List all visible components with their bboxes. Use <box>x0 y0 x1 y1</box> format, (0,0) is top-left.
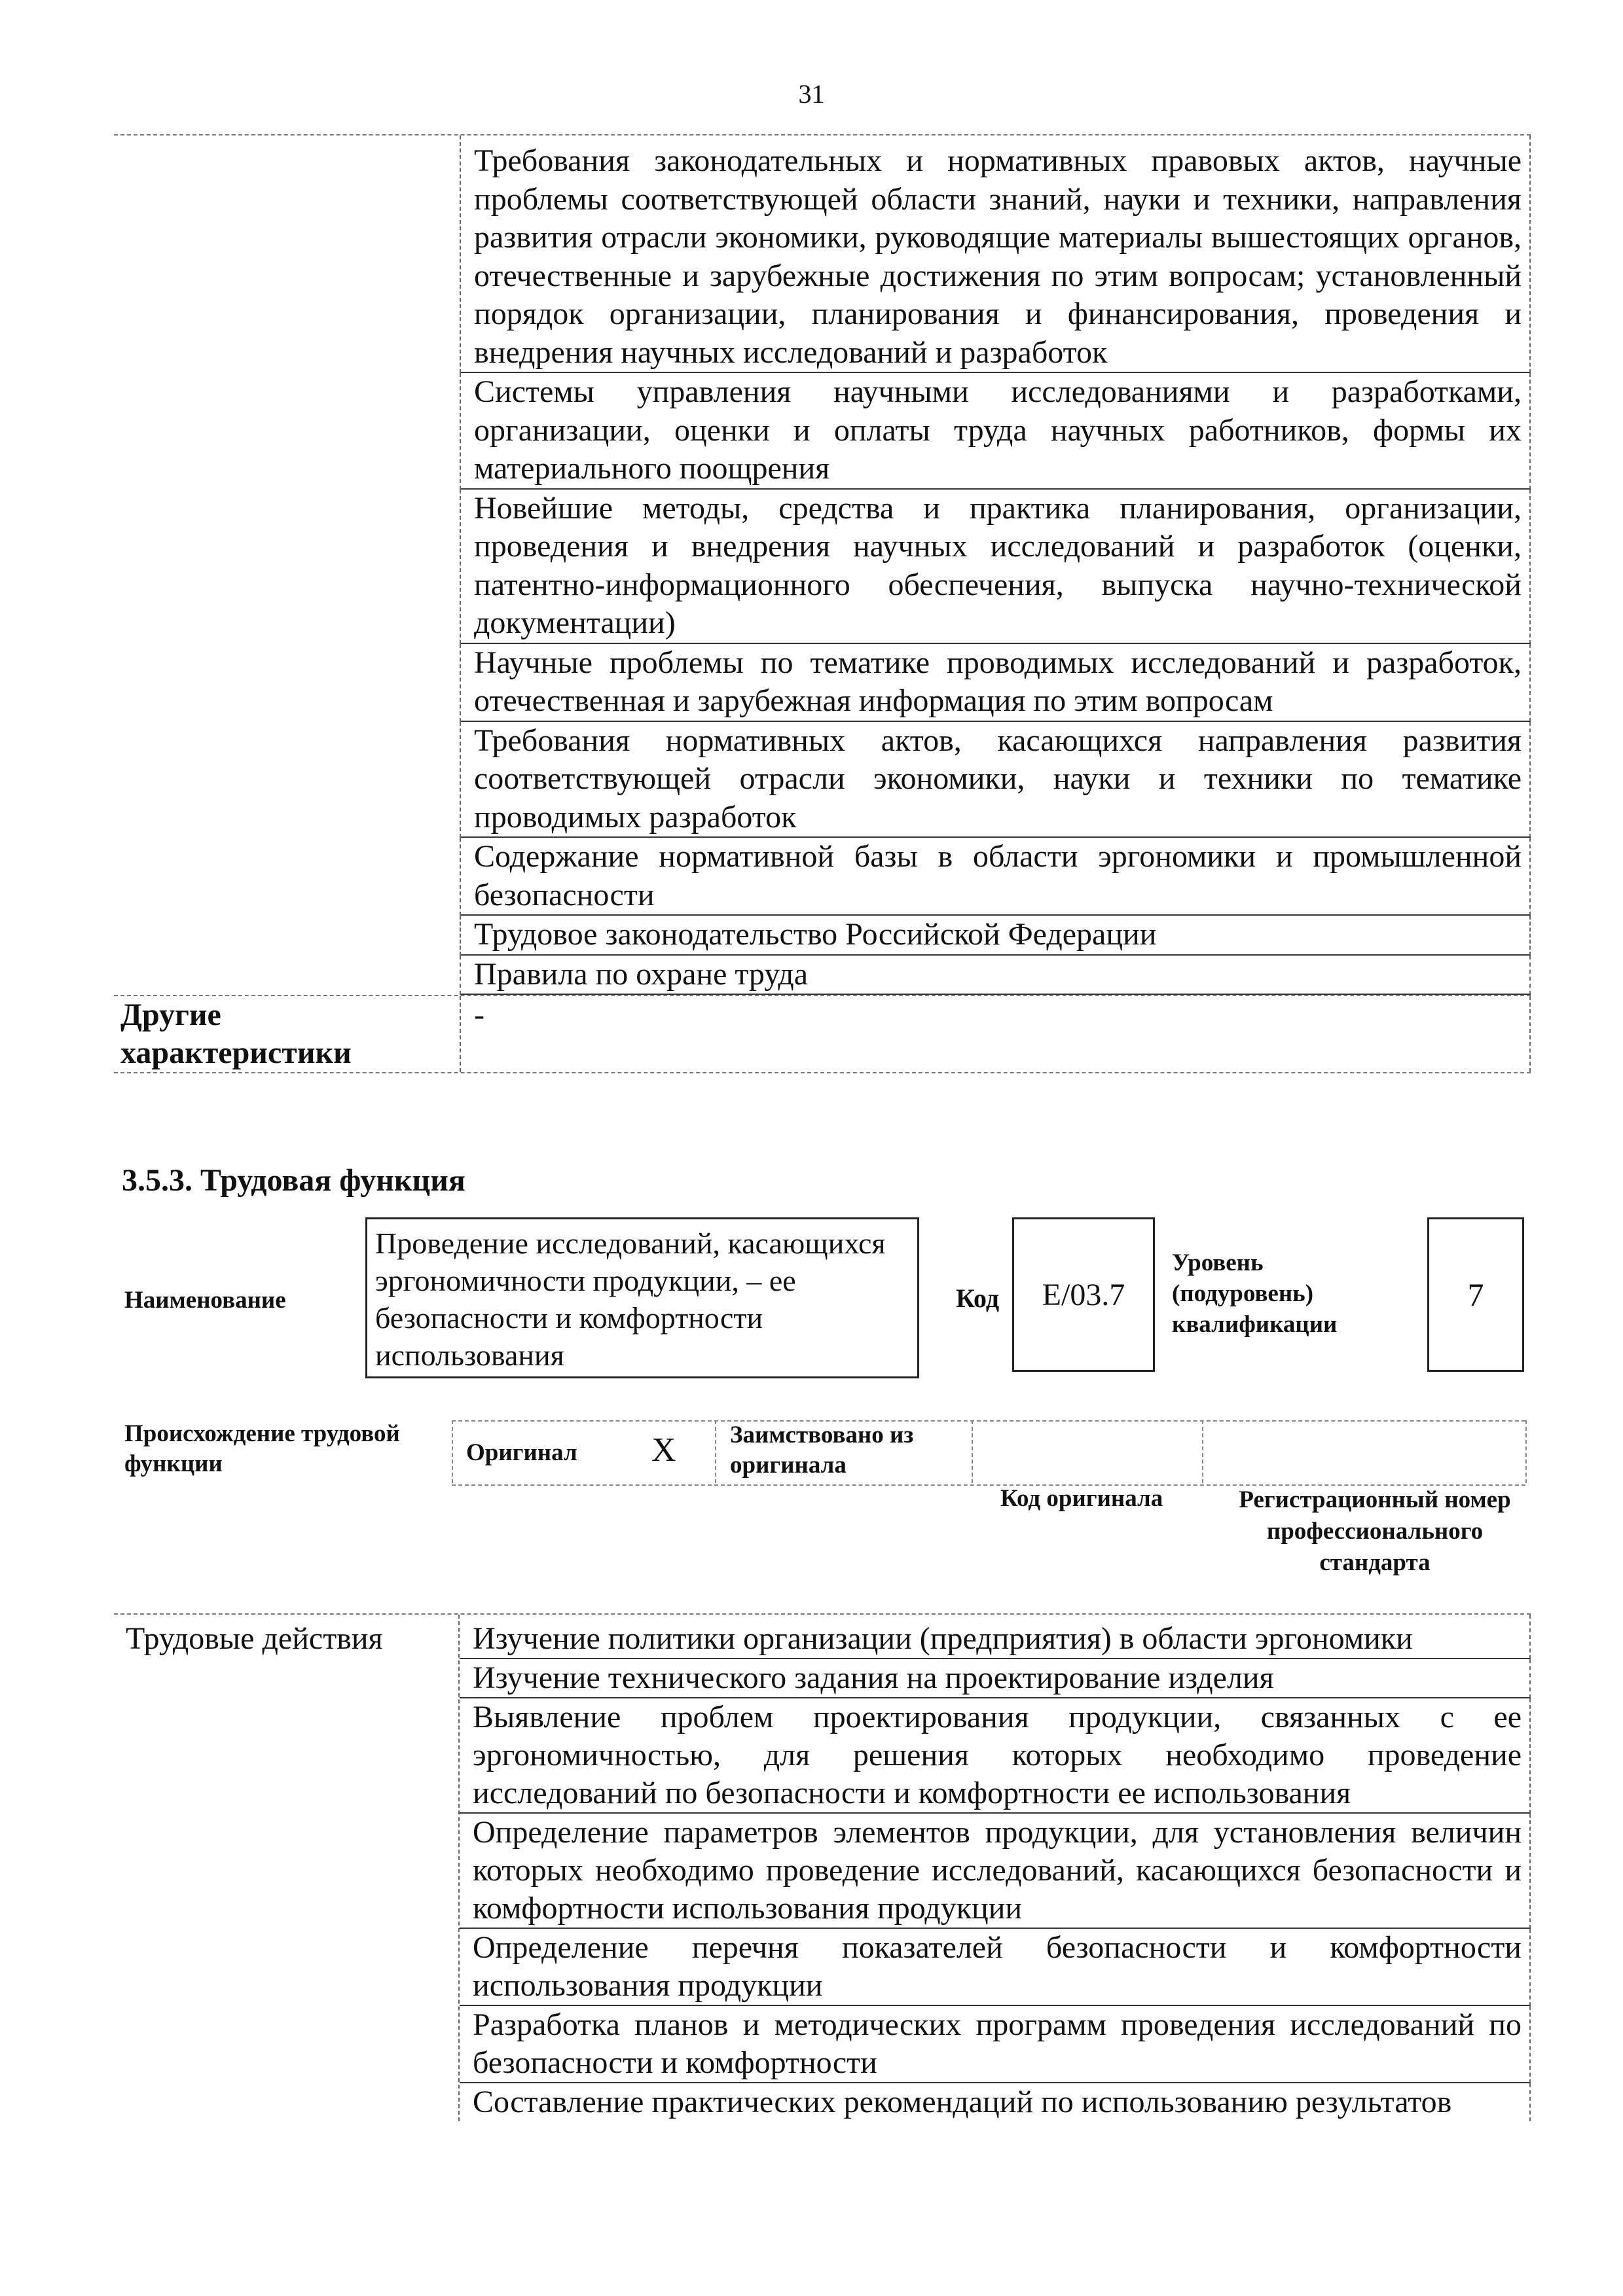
knowledge-item: Научные проблемы по тематике проводимых исследований и разработок, отечественная и зарубежная информация по этим вопросам <box>461 644 1531 722</box>
origin-row-lines <box>452 1420 1525 1486</box>
knowledge-row <box>114 956 1531 996</box>
labor-action-item: Определение перечня показателей безопасности и комфортности использования продукции <box>460 1929 1531 2006</box>
other-characteristics-value: - <box>461 996 1531 1072</box>
knowledge-item: Новейшие методы, средства и практика планирования, организации, проведения и внедрения научных исследований и разработок (оценки, патентно-информационного обеспечения, выпуска научно-технической документации) <box>461 490 1531 644</box>
knowledge-row <box>114 722 1531 838</box>
knowledge-row <box>114 135 1531 373</box>
borrowed-label: Заимствовано из оригинала <box>730 1422 914 1479</box>
knowledge-row <box>114 490 1531 644</box>
level-label-line3: квалификации <box>1172 1311 1338 1338</box>
labor-actions-row <box>114 1615 1531 2121</box>
level-label-line2: (подуровень) <box>1172 1280 1314 1307</box>
other-characteristics-row <box>114 995 1531 1073</box>
knowledge-row <box>114 916 1531 956</box>
function-name-box: Проведение исследований, касающихся эргономичности продукции, – ее безопасности и комфортности использования <box>365 1217 919 1378</box>
knowledge-table <box>114 134 1531 1073</box>
knowledge-item: Правила по охране труда <box>461 956 1531 996</box>
labor-action-item: Разработка планов и методических программ проведения исследований по безопасности и комфортности <box>460 2006 1531 2083</box>
labor-action-item: Определение параметров элементов продукции, для установления величин которых необходимо проведение исследований, касающихся безопасности и комфортности использования продукции <box>460 1814 1531 1929</box>
knowledge-row <box>114 644 1531 722</box>
section-title: 3.5.3. Трудовая функция <box>122 1163 465 1198</box>
origin-label: Происхождение трудовой функции <box>124 1420 400 1477</box>
reg-number-caption: Регистрационный номер профессионального стандарта <box>1239 1486 1511 1576</box>
knowledge-item: Системы управления научными исследованиями и разработками, организации, оценки и оплаты труда научных работников, формы их материального поощрения <box>461 373 1531 490</box>
labor-actions-table <box>114 1613 1531 2121</box>
level-label-line1: Уровень <box>1172 1249 1264 1276</box>
knowledge-item: Требования нормативных актов, касающихся направления развития соответствующей отрасли экономики, науки и техники по тематике проводимых разработок <box>461 722 1531 838</box>
labor-action-item: Изучение политики организации (предприятия) в области эргономики <box>460 1615 1531 1659</box>
knowledge-label-cell <box>114 135 461 373</box>
knowledge-item: Содержание нормативной базы в области эргономики и промышленной безопасности <box>461 838 1531 916</box>
original-label: Оригинал <box>466 1439 577 1466</box>
code-label: Код <box>956 1283 1000 1313</box>
origin-divider <box>1202 1420 1203 1483</box>
code-original-caption: Код оригинала <box>1000 1485 1163 1512</box>
name-label: Наименование <box>124 1287 286 1314</box>
page-number: 31 <box>798 79 825 109</box>
other-characteristics-label: Другие характеристики <box>114 996 461 1072</box>
labor-action-item: Составление практических рекомендаций по использованию результатов <box>460 2083 1531 2121</box>
code-box: E/03.7 <box>1012 1217 1155 1372</box>
labor-actions-label: Трудовые действия <box>114 1615 460 2121</box>
labor-action-item: Выявление проблем проектирования продукции, связанных с ее эргономичностью, для решения которых необходимо проведение исследований по безопасности и комфортности ее использования <box>460 1698 1531 1814</box>
knowledge-row <box>114 838 1531 916</box>
knowledge-row <box>114 373 1531 490</box>
origin-divider <box>715 1420 716 1483</box>
knowledge-item: Трудовое законодательство Российской Федерации <box>461 916 1531 956</box>
origin-divider <box>1525 1420 1527 1483</box>
origin-divider <box>452 1420 453 1483</box>
knowledge-item: Требования законодательных и нормативных правовых актов, научные проблемы соответствующей области знаний, науки и техники, направления развития отрасли экономики, руководящие материалы вышестоящих органов, отечественные и зарубежные достижения по этим вопросам; установленный порядок организации, планирования и финансирования, проведения и внедрения научных исследований и разработок <box>461 135 1531 373</box>
origin-divider <box>972 1420 973 1483</box>
original-mark: X <box>651 1431 676 1469</box>
level-box: 7 <box>1427 1217 1524 1372</box>
labor-action-item: Изучение технического задания на проектирование изделия <box>460 1659 1531 1698</box>
